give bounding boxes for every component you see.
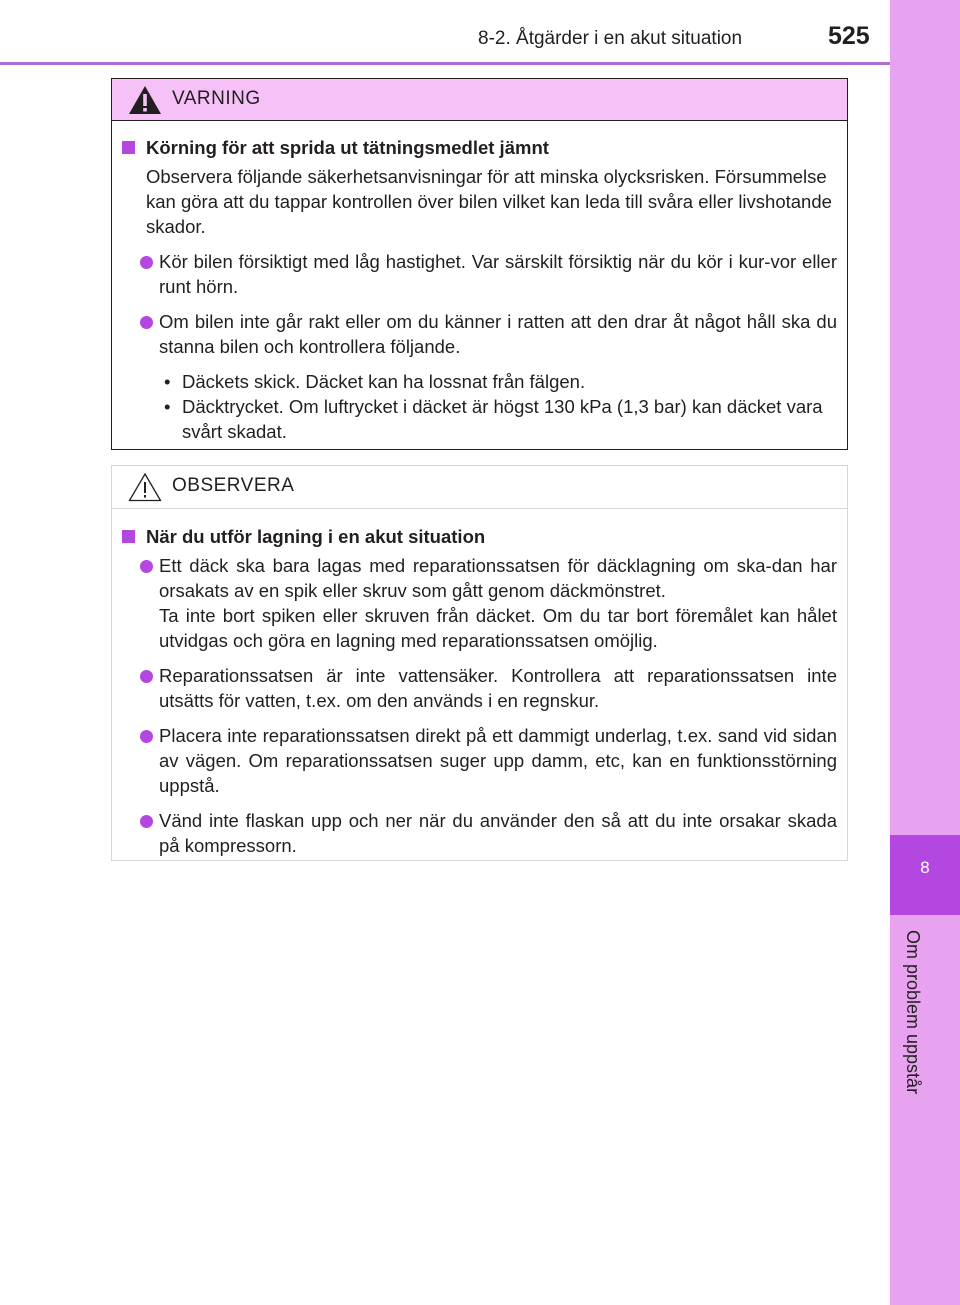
warning-triangle-icon bbox=[128, 85, 162, 115]
list-item: • Däckets skick. Däcket kan ha lossnat från fälgen. bbox=[164, 371, 586, 392]
header-rule bbox=[0, 62, 890, 65]
round-bullet-icon bbox=[140, 730, 153, 743]
notice-bullet: Reparationssatsen är inte vattensäker. Kontrollera att reparationssatsen inte utsätts för vatten, t.ex. om den används i en regnskur. bbox=[120, 663, 837, 713]
notice-content bbox=[112, 524, 847, 858]
warning-content bbox=[112, 135, 847, 444]
warning-box bbox=[111, 78, 848, 450]
chapter-label: Om problem uppstår bbox=[903, 930, 923, 1095]
round-bullet-icon bbox=[140, 560, 153, 573]
page-number: 525 bbox=[828, 22, 870, 50]
warning-header bbox=[112, 79, 847, 121]
list-item: • Däcktrycket. Om luftrycket i däcket är högst 130 kPa (1,3 bar) kan däcket vara svårt skadat. bbox=[164, 396, 823, 442]
notice-bullet: Ett däck ska bara lagas med reparationssatsen för däcklagning om ska-dan har orsakats av en spik eller skruv som gått genom däckmönstret. Ta inte bort spiken eller skruven från däcket. Om du tar bort föremålet kan hålet utvidgas och göra en lagning med reparationssatsen omöjlig. bbox=[120, 553, 837, 653]
notice-header bbox=[112, 466, 847, 509]
notice-heading: När du utför lagning i en akut situation bbox=[120, 524, 837, 549]
notice-label: OBSERVERA bbox=[172, 475, 295, 496]
round-bullet-icon bbox=[140, 670, 153, 683]
warning-label: VARNING bbox=[172, 88, 261, 109]
small-dot-icon: • bbox=[164, 371, 171, 392]
square-bullet-icon bbox=[122, 530, 135, 543]
caution-triangle-outline-icon bbox=[128, 472, 162, 502]
notice-bullet: Vänd inte flaskan upp och ner när du använder den så att du inte orsakar skada på kompressorn. bbox=[120, 808, 837, 858]
warning-intro: Observera följande säkerhetsanvisningar för att minska olycksrisken. Försummelse kan göra att du tappar kontrollen över bilen vilket kan leda till svåra eller livshotande skador. bbox=[146, 166, 832, 237]
small-dot-icon: • bbox=[164, 396, 171, 417]
section-title: 8-2. Åtgärder i en akut situation bbox=[478, 28, 743, 49]
warning-sublist bbox=[120, 369, 837, 444]
warning-bullet: Kör bilen försiktigt med låg hastighet. Var särskilt försiktig när du kör i kur-vor eller runt hörn. bbox=[120, 249, 837, 299]
round-bullet-icon bbox=[140, 815, 153, 828]
round-bullet-icon bbox=[140, 316, 153, 329]
square-bullet-icon bbox=[122, 141, 135, 154]
chapter-number: 8 bbox=[920, 858, 930, 877]
round-bullet-icon bbox=[140, 256, 153, 269]
warning-heading: Körning för att sprida ut tätningsmedlet jämnt bbox=[120, 135, 837, 160]
notice-box bbox=[111, 465, 848, 861]
notice-bullet: Placera inte reparationssatsen direkt på ett dammigt underlag, t.ex. sand vid sidan av vägen. Om reparationssatsen suger upp damm, etc, kan en funktionsstörning uppstå. bbox=[120, 723, 837, 798]
warning-bullet: Om bilen inte går rakt eller om du känner i ratten att den drar åt något håll ska du stanna bilen och kontrollera följande. bbox=[120, 309, 837, 359]
